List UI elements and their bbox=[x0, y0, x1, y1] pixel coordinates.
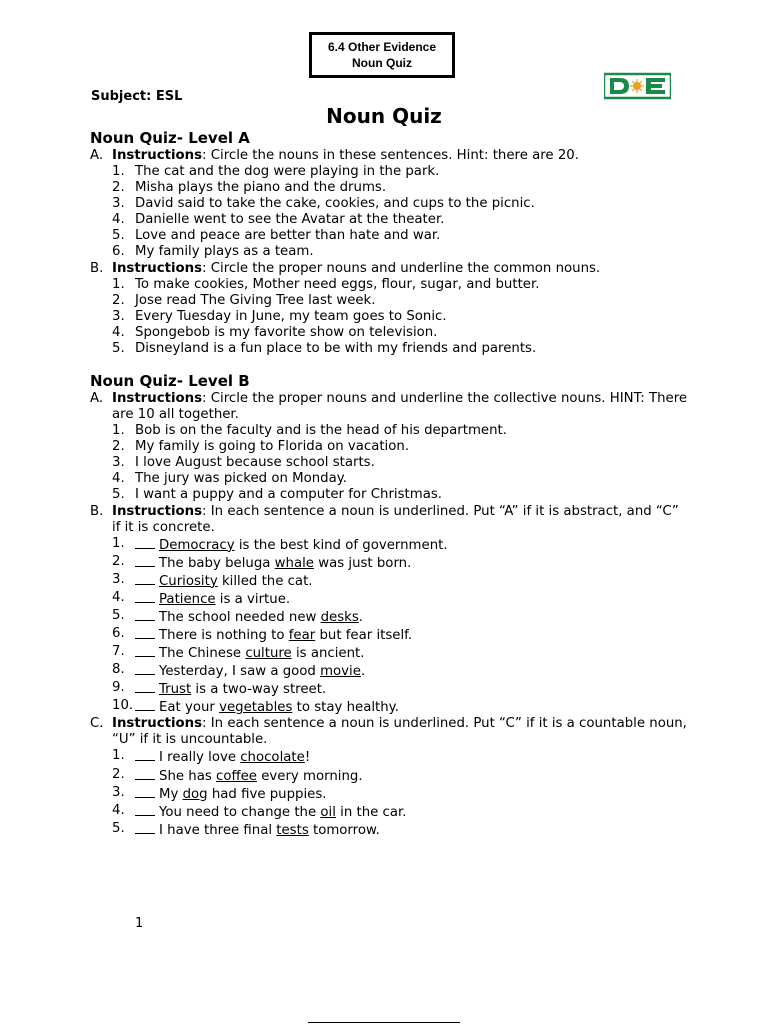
list-item: 7. The Chinese culture is ancient. bbox=[112, 644, 365, 662]
page-number: 1 bbox=[135, 916, 144, 931]
list-item: 3. I love August because school starts. bbox=[112, 455, 375, 471]
list-item: 4. Spongebob is my favorite show on television. bbox=[112, 324, 438, 340]
answer-blank[interactable] bbox=[135, 662, 155, 675]
instructions-label: Instructions bbox=[112, 391, 203, 407]
answer-blank[interactable] bbox=[135, 748, 155, 761]
instructions-text: : In each sentence a noun is underlined. Put “C” if it is a countable noun, “U” if it is uncountable. bbox=[112, 716, 687, 748]
answer-blank[interactable] bbox=[135, 644, 155, 657]
underlined-noun: movie bbox=[320, 664, 361, 680]
underlined-noun: fear bbox=[288, 627, 316, 643]
header-line-2: Noun Quiz bbox=[352, 56, 412, 70]
list-item: 9. Trust is a two-way street. bbox=[112, 680, 327, 698]
subject-label: Subject: ESL bbox=[91, 89, 183, 104]
instructions-label: Instructions bbox=[112, 503, 203, 519]
list-item: 4. Patience is a virtue. bbox=[112, 589, 291, 607]
list-item: 1. Democracy is the best kind of government. bbox=[112, 535, 448, 553]
list-item: 1. Bob is on the faculty and is the head of his department. bbox=[112, 423, 507, 439]
level-b-section-a bbox=[90, 391, 690, 503]
answer-blank[interactable] bbox=[135, 698, 155, 711]
list-item: 10. Eat your vegetables to stay healthy. bbox=[112, 698, 399, 716]
instructions-text: : In each sentence a noun is underlined. Put “A” if it is abstract, and “C” if it is concrete. bbox=[112, 503, 679, 535]
footer-divider bbox=[308, 1022, 460, 1023]
de-logo-icon bbox=[604, 71, 671, 101]
list-item: 1. The cat and the dog were playing in the park. bbox=[112, 164, 440, 179]
list-item: 5. Disneyland is a fun place to be with my friends and parents. bbox=[112, 340, 537, 356]
level-b-section-c bbox=[90, 716, 690, 838]
list-item: 1. To make cookies, Mother need eggs, flour, sugar, and butter. bbox=[112, 276, 540, 292]
page-title: Noun Quiz bbox=[326, 104, 442, 128]
underlined-noun: coffee bbox=[216, 768, 257, 784]
underlined-noun: Democracy bbox=[159, 537, 235, 553]
answer-blank[interactable] bbox=[135, 767, 155, 780]
section-letter: A. bbox=[90, 148, 104, 163]
section-letter: B. bbox=[90, 260, 104, 276]
level-b-section-b bbox=[90, 504, 690, 717]
underlined-noun: culture bbox=[245, 646, 292, 662]
section-letter: A. bbox=[90, 391, 104, 407]
list-item: 2. Jose read The Giving Tree last week. bbox=[112, 292, 376, 308]
list-item: 2. Misha plays the piano and the drums. bbox=[112, 180, 387, 196]
answer-blank[interactable] bbox=[135, 821, 155, 834]
list-item: 4. You need to change the oil in the car. bbox=[112, 802, 407, 820]
underlined-noun: vegetables bbox=[219, 700, 293, 716]
answer-blank[interactable] bbox=[135, 680, 155, 693]
section-letter: B. bbox=[90, 503, 104, 519]
level-b-heading: Noun Quiz- Level B bbox=[90, 372, 250, 391]
list-item: 5. Love and peace are better than hate and war. bbox=[112, 228, 441, 244]
underlined-noun: Curiosity bbox=[159, 573, 218, 589]
quiz-content bbox=[90, 128, 690, 839]
list-item: 4. The jury was picked on Monday. bbox=[112, 471, 347, 487]
instructions-label: Instructions bbox=[112, 148, 203, 163]
instructions-text: : Circle the proper nouns and underline the collective nouns. HINT: There are 10 all together. bbox=[112, 391, 688, 423]
answer-blank[interactable] bbox=[135, 626, 155, 639]
instructions-label: Instructions bbox=[112, 716, 203, 732]
section-letter: C. bbox=[90, 716, 104, 732]
underlined-noun: oil bbox=[320, 804, 336, 820]
underlined-noun: Trust bbox=[159, 682, 192, 698]
level-a-section-b bbox=[90, 261, 690, 357]
list-item: 2. The baby beluga whale was just born. bbox=[112, 553, 412, 571]
underlined-noun: dog bbox=[182, 786, 208, 802]
list-item: 3. Curiosity killed the cat. bbox=[112, 571, 313, 589]
underlined-noun: desks bbox=[320, 609, 359, 625]
answer-blank[interactable] bbox=[135, 536, 155, 549]
list-item: 4. Danielle went to see the Avatar at the theater. bbox=[112, 212, 445, 228]
list-item: 3. My dog had five puppies. bbox=[112, 784, 327, 802]
list-item: 5. The school needed new desks. bbox=[112, 607, 364, 625]
underlined-noun: Patience bbox=[159, 591, 216, 607]
list-item: 2. She has coffee every morning. bbox=[112, 766, 363, 784]
list-item: 3. David said to take the cake, cookies, and cups to the picnic. bbox=[112, 196, 535, 212]
instructions-text: : Circle the proper nouns and underline the common nouns. bbox=[202, 260, 601, 276]
underlined-noun: chocolate bbox=[240, 750, 305, 766]
answer-blank[interactable] bbox=[135, 572, 155, 585]
answer-blank[interactable] bbox=[135, 554, 155, 567]
list-item: 6. My family plays as a team. bbox=[112, 244, 314, 260]
instructions-text: : Circle the nouns in these sentences. Hint: there are 20. bbox=[202, 148, 579, 163]
answer-blank[interactable] bbox=[135, 590, 155, 603]
list-item: 3. Every Tuesday in June, my team goes to Sonic. bbox=[112, 308, 447, 324]
document-header-box bbox=[309, 32, 455, 78]
level-a-heading: Noun Quiz- Level A bbox=[90, 129, 250, 147]
list-item: 6. There is nothing to fear but fear itself. bbox=[112, 625, 413, 643]
header-line-1: 6.4 Other Evidence bbox=[327, 40, 437, 54]
answer-blank[interactable] bbox=[135, 803, 155, 816]
underlined-noun: whale bbox=[274, 555, 314, 571]
instructions-label: Instructions bbox=[112, 260, 203, 276]
underlined-noun: tests bbox=[276, 822, 309, 838]
list-item: 1. I really love chocolate! bbox=[112, 748, 311, 766]
list-item: 2. My family is going to Florida on vacation. bbox=[112, 439, 410, 455]
list-item: 8. Yesterday, I saw a good movie. bbox=[112, 662, 366, 680]
list-item: 5. I have three final tests tomorrow. bbox=[112, 820, 380, 838]
answer-blank[interactable] bbox=[135, 608, 155, 621]
level-a-section-a bbox=[90, 148, 690, 261]
list-item: 5. I want a puppy and a computer for Christmas. bbox=[112, 487, 443, 503]
answer-blank[interactable] bbox=[135, 785, 155, 798]
